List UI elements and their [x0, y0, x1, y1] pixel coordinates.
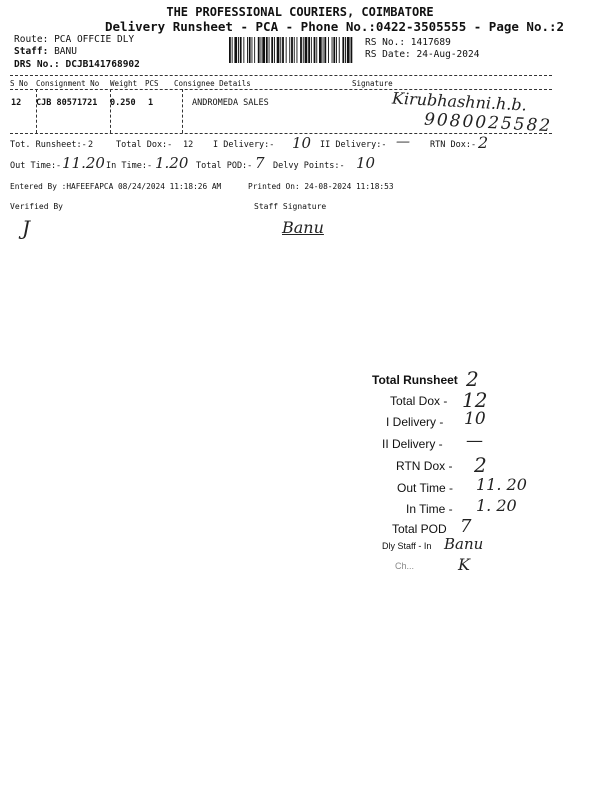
rtn-dox-value: 2	[478, 133, 489, 152]
stamp-row-label: Out Time -	[397, 481, 454, 495]
col-divider	[36, 89, 37, 133]
rs-no-line: RS No.: 1417689	[365, 37, 451, 48]
stamp-row-value: 12	[462, 388, 488, 412]
barcode-bar	[294, 37, 295, 63]
col-pcs: PCS	[145, 79, 159, 88]
barcode-bar	[300, 37, 302, 63]
barcode-bar	[282, 37, 284, 63]
barcode-bar	[342, 37, 344, 63]
in-time-value: 1.20	[155, 154, 189, 172]
stamp-row-value: K	[458, 555, 470, 574]
barcode-bar	[261, 37, 262, 63]
barcode-bar	[345, 37, 346, 63]
barcode-bar	[266, 37, 268, 63]
table-bottom-rule	[10, 133, 552, 134]
staff-signature-label: Staff Signature	[254, 202, 327, 211]
out-time-label: Out Time:-	[10, 161, 62, 171]
barcode-bar	[333, 37, 335, 63]
barcode	[229, 37, 355, 63]
total-dox-label: Total Dox:-	[116, 140, 173, 150]
ii-delivery-label: II Delivery:-	[320, 140, 387, 150]
barcode-bar	[254, 37, 255, 63]
barcode-bar	[243, 37, 244, 63]
barcode-bar	[319, 37, 322, 63]
barcode-graphic	[229, 37, 355, 63]
barcode-bar	[336, 37, 337, 63]
barcode-bar	[232, 37, 233, 63]
barcode-bar	[247, 37, 248, 63]
printed-on: Printed On: 24-08-2024 11:18:53	[248, 182, 394, 191]
barcode-bar	[324, 37, 326, 63]
col-weight: Weight	[110, 79, 138, 88]
col-divider	[182, 89, 183, 133]
in-time-label: In Time:-	[106, 161, 153, 171]
stamp-row-label: I Delivery -	[386, 415, 444, 429]
company-name: THE PROFESSIONAL COURIERS, COIMBATORE	[166, 5, 434, 19]
row-sno: 12	[11, 98, 22, 108]
total-pod-label: Total POD:-	[196, 161, 253, 171]
stamp-row-label: In Time -	[406, 502, 453, 516]
barcode-bar	[328, 37, 329, 63]
delvy-points-label: Delvy Points:-	[273, 161, 345, 171]
barcode-bar	[240, 37, 242, 63]
verified-signature: J	[22, 216, 31, 240]
barcode-bar	[332, 37, 333, 63]
stamp-row-label: Total Dox -	[390, 394, 448, 408]
barcode-bar	[229, 37, 231, 63]
stamp-row-value: —	[466, 431, 483, 451]
barcode-bar	[291, 37, 293, 63]
table-top-rule	[10, 75, 552, 76]
verified-by-label: Verified By	[10, 202, 63, 211]
stamp-row-value: 1. 20	[476, 496, 517, 515]
stamp-row-label: Ch...	[395, 561, 415, 571]
col-divider	[110, 89, 111, 133]
col-signature: Signature	[352, 79, 393, 88]
col-consignment: Consignment No	[36, 79, 100, 88]
barcode-bar	[351, 37, 353, 63]
staff-line: Staff: BANU	[14, 46, 77, 57]
total-dox-value: 12	[183, 140, 194, 150]
stamp-row-label: Total POD	[392, 522, 447, 536]
barcode-bar	[347, 37, 350, 63]
out-time-value: 11.20	[62, 154, 105, 172]
table-header-rule	[10, 89, 552, 90]
col-consignee: Consignee Details	[174, 79, 251, 88]
barcode-bar	[314, 37, 316, 63]
rtn-dox-label: RTN Dox:-	[430, 140, 477, 150]
barcode-bar	[277, 37, 280, 63]
receiver-phone: 9080025582	[423, 109, 553, 137]
entered-by: Entered By :HAFEEFAPCA 08/24/2024 11:18:26 AM	[10, 182, 222, 191]
stamp-row-value: 2	[466, 367, 479, 391]
barcode-bar	[274, 37, 275, 63]
rs-date-line: RS Date: 24-Aug-2024	[365, 49, 480, 60]
drs-line: DRS No.: DCJB141768902	[14, 59, 140, 70]
stamp-row-label: RTN Dox -	[396, 459, 453, 473]
barcode-bar	[252, 37, 253, 63]
stamp-row-label: II Delivery -	[382, 437, 443, 451]
barcode-bar	[249, 37, 251, 63]
row-consignee: ANDROMEDA SALES	[192, 98, 269, 108]
barcode-bar	[289, 37, 290, 63]
barcode-bar	[305, 37, 308, 63]
row-consignment: CJB 80571721	[36, 98, 98, 108]
barcode-bar	[286, 37, 287, 63]
total-pod-value: 7	[255, 154, 265, 172]
i-delivery-label: I Delivery:-	[213, 140, 275, 150]
ii-delivery-value: —	[396, 134, 410, 150]
staff-signature: Banu	[282, 218, 324, 237]
stamp-row-value: 7	[460, 516, 472, 537]
stamp-row-label: Total Runsheet	[372, 373, 458, 387]
tot-runsheet-label: Tot. Runsheet:-	[10, 140, 87, 150]
barcode-bar	[280, 37, 281, 63]
barcode-bar	[271, 37, 273, 63]
barcode-bar	[269, 37, 270, 63]
barcode-bar	[339, 37, 340, 63]
barcode-bar	[297, 37, 298, 63]
row-weight: 0.250	[110, 98, 136, 108]
barcode-bar	[234, 37, 237, 63]
tot-runsheet-value: 2	[88, 140, 94, 150]
col-sno: S No	[10, 79, 29, 88]
barcode-bar	[238, 37, 239, 63]
barcode-bar	[311, 37, 312, 63]
barcode-bar	[258, 37, 260, 63]
stamp-row-value: 11. 20	[476, 475, 527, 494]
receiver-signature: Kirubhashni.h.b.	[391, 88, 528, 115]
stamp-row-value: 10	[464, 409, 486, 429]
runsheet-title: Delivery Runsheet - PCA - Phone No.:0422-3505555 - Page No.:2	[105, 19, 565, 34]
barcode-bar	[323, 37, 324, 63]
stamp-row-value: Banu	[444, 535, 484, 553]
delvy-points-value: 10	[356, 154, 376, 172]
stamp-row-value: 2	[474, 453, 487, 477]
route-line: Route: PCA OFFCIE DLY	[14, 34, 135, 45]
i-delivery-value: 10	[292, 134, 312, 152]
stamp-row-label: Dly Staff - In	[382, 541, 432, 551]
barcode-bar	[303, 37, 304, 63]
barcode-bar	[316, 37, 317, 63]
barcode-bar	[262, 37, 265, 63]
barcode-bar	[308, 37, 310, 63]
row-pcs: 1	[148, 98, 154, 108]
